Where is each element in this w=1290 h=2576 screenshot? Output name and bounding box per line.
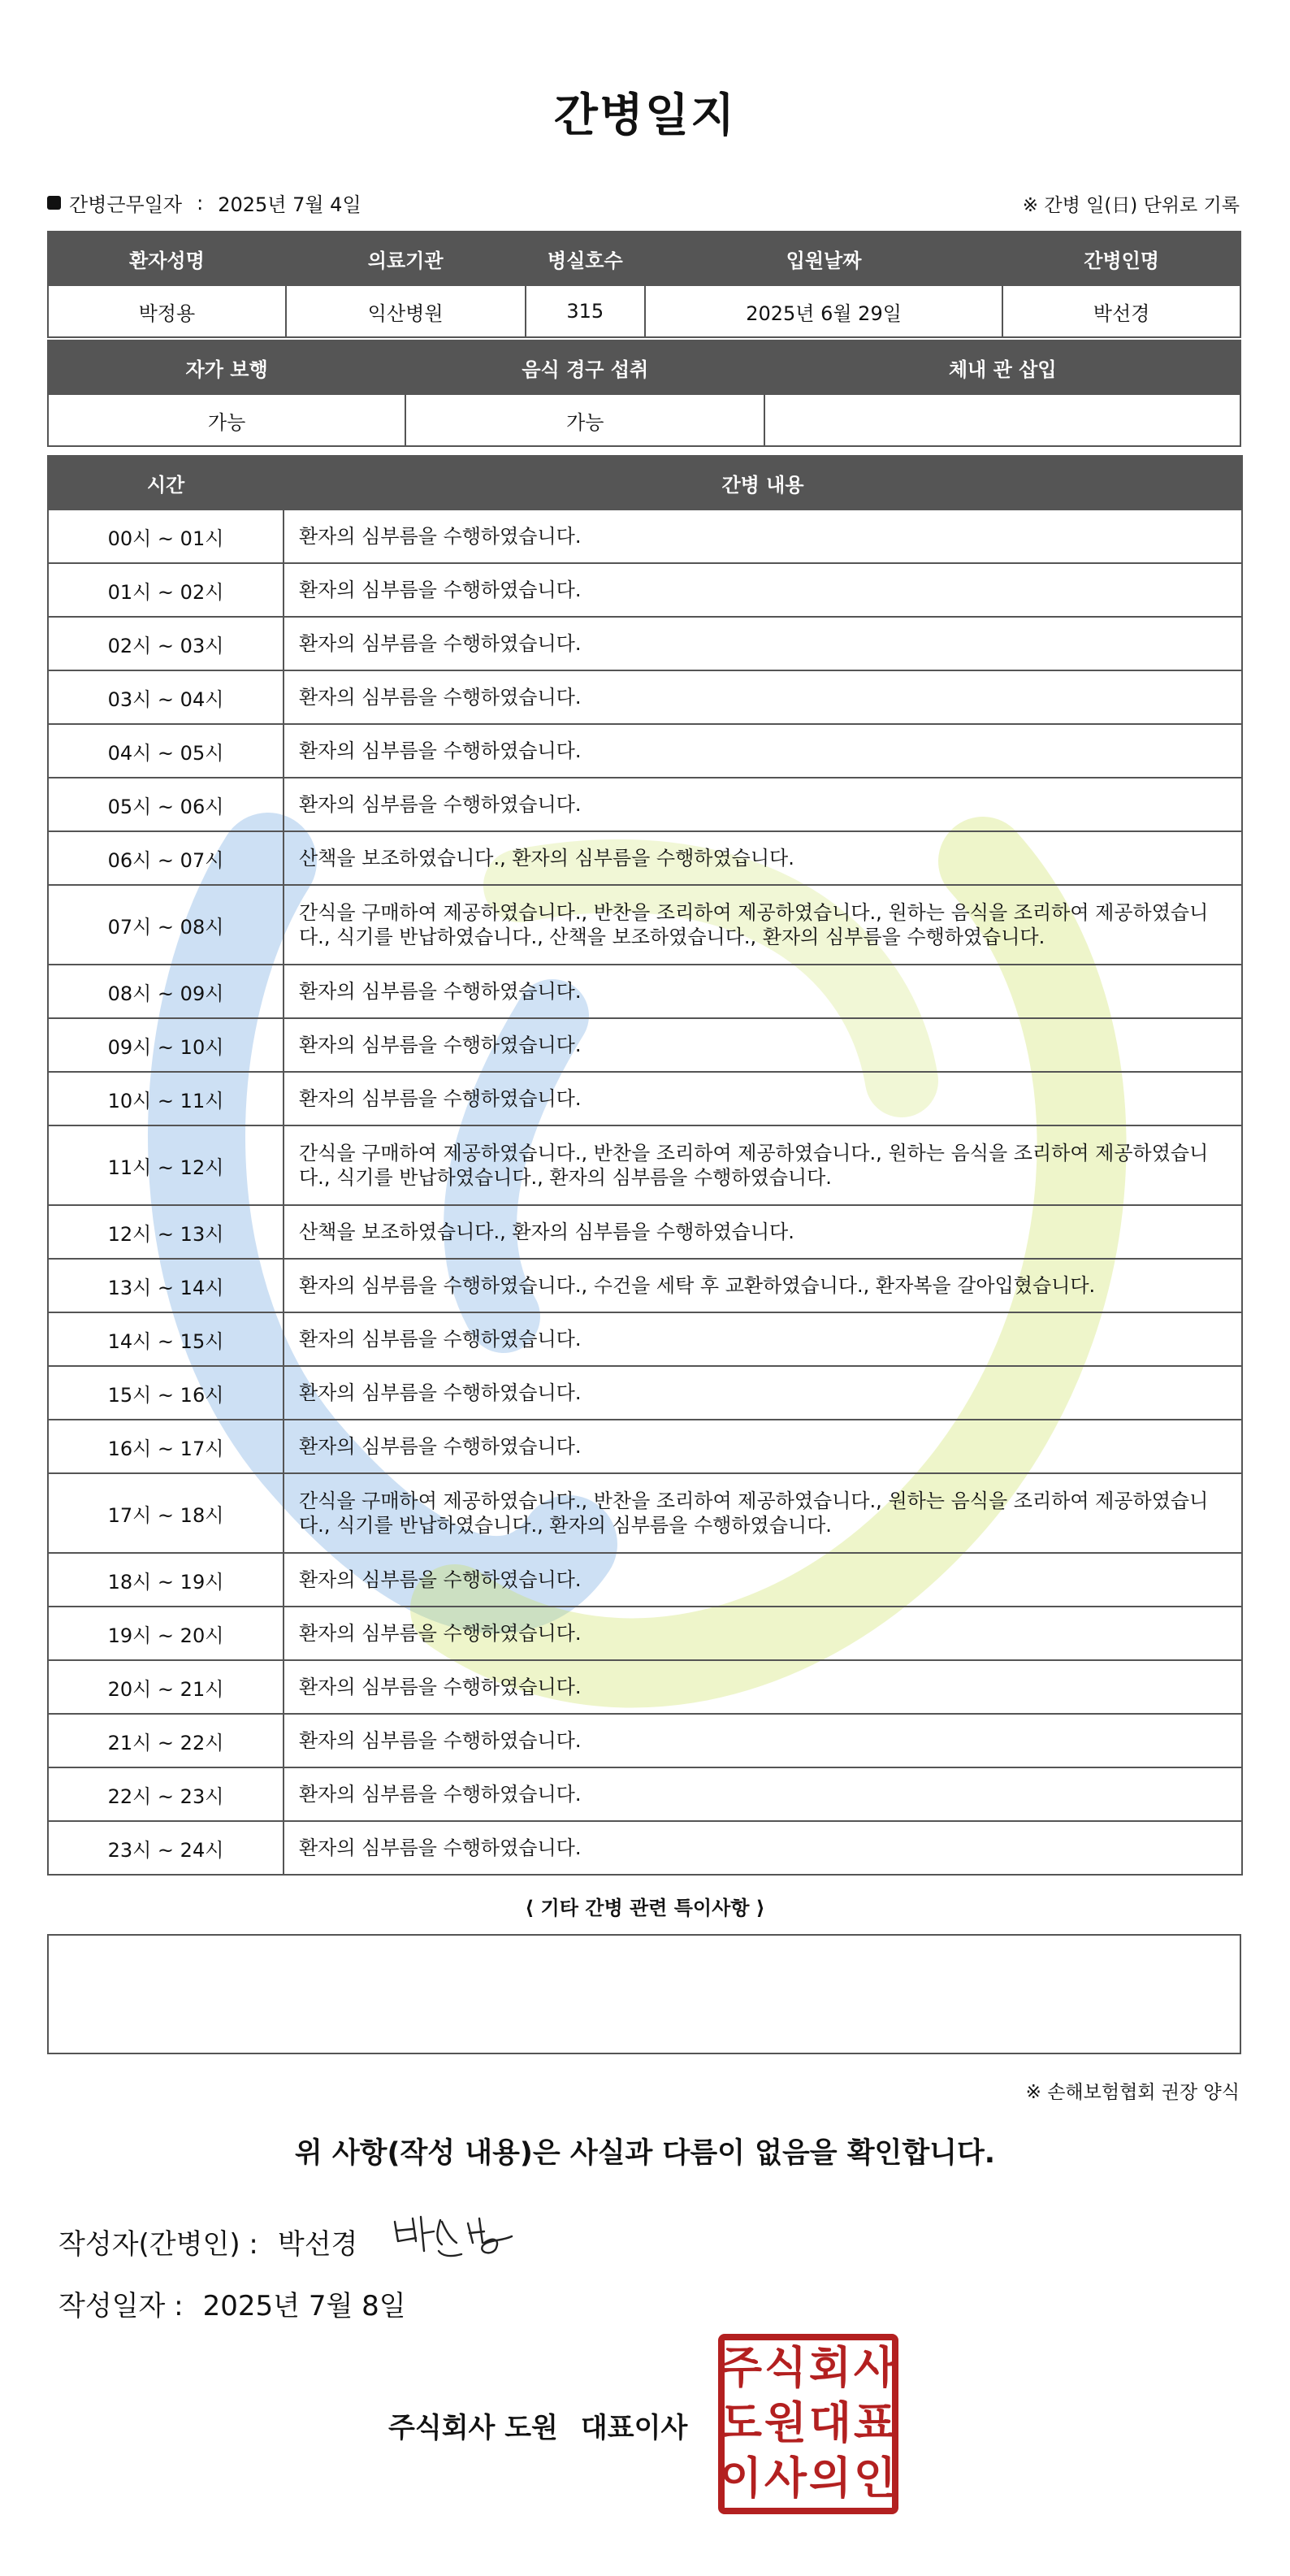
patient-info-table: [47, 231, 1241, 338]
time-cell: 14시 ~ 15시: [48, 1312, 284, 1366]
table-row: [48, 1072, 1242, 1125]
patient-header-row: [48, 232, 1240, 285]
company-representative-title: 대표이사: [580, 2412, 688, 2444]
company-signature-line: [388, 2405, 687, 2445]
work-date: [47, 189, 361, 217]
table-row: [48, 1366, 1242, 1420]
care-note-cell: 환자의 심부름을 수행하였습니다.: [284, 1714, 1242, 1767]
patient-value-row: [48, 285, 1240, 337]
time-cell: 06시 ~ 07시: [48, 831, 284, 885]
table-row: [48, 724, 1242, 778]
seal-glyph: 원: [764, 2397, 807, 2448]
time-cell: 23시 ~ 24시: [48, 1821, 284, 1875]
care-log-table: [47, 455, 1243, 1876]
time-cell: 11시 ~ 12시: [48, 1125, 284, 1205]
table-row: [48, 1125, 1242, 1205]
care-note-cell: 환자의 심부름을 수행하였습니다.: [284, 778, 1242, 831]
time-cell: 20시 ~ 21시: [48, 1660, 284, 1714]
written-date-line: [58, 2283, 406, 2323]
caregiver-name: 박선경: [1002, 285, 1240, 337]
time-cell: 03시 ~ 04시: [48, 670, 284, 724]
seal-glyph: 의: [808, 2452, 852, 2504]
care-note-cell: 산책을 보조하였습니다., 환자의 심부름을 수행하였습니다.: [284, 831, 1242, 885]
care-note-cell: 간식을 구매하여 제공하였습니다., 반찬을 조리하여 제공하였습니다., 원하는 음식을 조리하여 제공하였습니다., 식기를 반납하였습니다., 환자의 심부름을 수행하였습니다.: [284, 1125, 1242, 1205]
seal-glyph: 대: [808, 2397, 852, 2448]
admission-date: 2025년 6월 29일: [645, 285, 1002, 337]
header-hospital: 의료기관: [286, 232, 526, 285]
time-cell: 12시 ~ 13시: [48, 1205, 284, 1259]
work-date-value: 2025년 7월 4일: [218, 193, 361, 216]
time-cell: 19시 ~ 20시: [48, 1607, 284, 1660]
table-row: [48, 778, 1242, 831]
time-cell: 02시 ~ 03시: [48, 617, 284, 670]
company-seal-stamp: [716, 2332, 900, 2516]
seal-glyph: 회: [808, 2342, 852, 2393]
table-row: [48, 831, 1242, 885]
work-date-label: 간병근무일자: [69, 193, 183, 216]
oral-intake-value: 가능: [405, 394, 764, 446]
table-row: [48, 1607, 1242, 1660]
header-room-number: 병실호수: [526, 232, 645, 285]
time-cell: 21시 ~ 22시: [48, 1714, 284, 1767]
care-note-cell: 간식을 구매하여 제공하였습니다., 반찬을 조리하여 제공하였습니다., 원하는 음식을 조리하여 제공하였습니다., 식기를 반납하였습니다., 환자의 심부름을 수행하였습니다.: [284, 1473, 1242, 1553]
table-row: [48, 510, 1242, 563]
seal-glyph: 사: [853, 2342, 897, 2393]
tube-insertion-value: [764, 394, 1240, 446]
care-note-cell: 산책을 보조하였습니다., 환자의 심부름을 수행하였습니다.: [284, 1205, 1242, 1259]
table-row: [48, 1205, 1242, 1259]
seal-glyph: 주: [719, 2342, 763, 2393]
header-care-content: 간병 내용: [284, 456, 1242, 510]
care-note-cell: 환자의 심부름을 수행하였습니다.: [284, 724, 1242, 778]
care-note-cell: 환자의 심부름을 수행하였습니다.: [284, 1821, 1242, 1875]
room-number: 315: [526, 285, 645, 337]
table-row: [48, 965, 1242, 1018]
status-header-row: [48, 340, 1240, 394]
self-walking-value: 가능: [48, 394, 405, 446]
table-row: [48, 1553, 1242, 1607]
form-source-note: ※ 손해보험협회 권장 양식: [1025, 2082, 1240, 2103]
confirmation-statement: 위 사항(작성 내용)은 사실과 다름이 없음을 확인합니다.: [294, 2137, 996, 2170]
time-cell: 10시 ~ 11시: [48, 1072, 284, 1125]
care-note-cell: 환자의 심부름을 수행하였습니다.: [284, 617, 1242, 670]
time-cell: 09시 ~ 10시: [48, 1018, 284, 1072]
header-self-walking: 자가 보행: [48, 340, 405, 394]
time-cell: 01시 ~ 02시: [48, 563, 284, 617]
table-row: [48, 670, 1242, 724]
daily-record-note: ※ 간병 일(日) 단위로 기록: [1022, 195, 1240, 216]
writer-line: [58, 2222, 357, 2262]
seal-glyph: 인: [853, 2452, 897, 2504]
time-cell: 18시 ~ 19시: [48, 1553, 284, 1607]
table-row: [48, 1660, 1242, 1714]
square-bullet-icon: [47, 196, 61, 210]
time-cell: 04시 ~ 05시: [48, 724, 284, 778]
time-cell: 07시 ~ 08시: [48, 885, 284, 965]
company-name: 주식회사 도원: [388, 2412, 558, 2444]
care-note-cell: 환자의 심부름을 수행하였습니다.: [284, 1607, 1242, 1660]
writer-label: 작성자(간병인) :: [58, 2228, 258, 2261]
care-note-cell: 환자의 심부름을 수행하였습니다.: [284, 965, 1242, 1018]
care-note-cell: 환자의 심부름을 수행하였습니다.: [284, 1553, 1242, 1607]
header-admission-date: 입원날짜: [645, 232, 1002, 285]
table-row: [48, 617, 1242, 670]
seal-glyph: 도: [719, 2397, 763, 2448]
time-cell: 13시 ~ 14시: [48, 1259, 284, 1312]
seal-glyph: 표: [853, 2397, 897, 2448]
care-note-cell: 환자의 심부름을 수행하였습니다.: [284, 1660, 1242, 1714]
care-note-cell: 환자의 심부름을 수행하였습니다.: [284, 563, 1242, 617]
writer-name: 박선경: [277, 2228, 358, 2261]
header-caregiver-name: 간병인명: [1002, 232, 1240, 285]
time-cell: 15시 ~ 16시: [48, 1366, 284, 1420]
time-cell: 08시 ~ 09시: [48, 965, 284, 1018]
table-row: [48, 1259, 1242, 1312]
table-row: [48, 1420, 1242, 1473]
work-date-separator: :: [197, 191, 204, 215]
remarks-box: [47, 1934, 1241, 2054]
table-row: [48, 1714, 1242, 1767]
seal-glyph: 이: [719, 2452, 763, 2504]
table-row: [48, 1312, 1242, 1366]
care-note-cell: 환자의 심부름을 수행하였습니다.: [284, 1018, 1242, 1072]
seal-glyph: 사: [764, 2452, 807, 2504]
care-note-cell: 환자의 심부름을 수행하였습니다.: [284, 1072, 1242, 1125]
header-oral-intake: 음식 경구 섭취: [405, 340, 764, 394]
time-cell: 05시 ~ 06시: [48, 778, 284, 831]
time-cell: 16시 ~ 17시: [48, 1420, 284, 1473]
care-note-cell: 환자의 심부름을 수행하였습니다.: [284, 1366, 1242, 1420]
care-note-cell: 간식을 구매하여 제공하였습니다., 반찬을 조리하여 제공하였습니다., 원하는 음식을 조리하여 제공하였습니다., 식기를 반납하였습니다., 산책을 보조하였습니다., 환자의 심부름을 수행하였습니다.: [284, 885, 1242, 965]
time-cell: 22시 ~ 23시: [48, 1767, 284, 1821]
patient-status-table: [47, 340, 1241, 447]
table-row: [48, 1473, 1242, 1553]
care-note-cell: 환자의 심부름을 수행하였습니다.: [284, 1767, 1242, 1821]
remarks-title: ⟨ 기타 간병 관련 특이사항 ⟩: [525, 1897, 765, 1919]
page-title: 간병일지: [553, 89, 737, 142]
written-date-value: 2025년 7월 8일: [202, 2290, 406, 2322]
header-time: 시간: [48, 456, 284, 510]
time-cell: 00시 ~ 01시: [48, 510, 284, 563]
patient-name: 박정용: [48, 285, 286, 337]
table-row: [48, 1821, 1242, 1875]
written-date-label: 작성일자 :: [58, 2290, 184, 2322]
hospital-name: 익산병원: [286, 285, 526, 337]
time-cell: 17시 ~ 18시: [48, 1473, 284, 1553]
header-tube-insertion: 체내 관 삽입: [764, 340, 1240, 394]
care-note-cell: 환자의 심부름을 수행하였습니다.: [284, 1312, 1242, 1366]
table-row: [48, 1767, 1242, 1821]
header-patient-name: 환자성명: [48, 232, 286, 285]
log-header-row: [48, 456, 1242, 510]
table-row: [48, 885, 1242, 965]
care-note-cell: 환자의 심부름을 수행하였습니다.: [284, 510, 1242, 563]
table-row: [48, 563, 1242, 617]
care-note-cell: 환자의 심부름을 수행하였습니다.: [284, 1420, 1242, 1473]
care-note-cell: 환자의 심부름을 수행하였습니다.: [284, 670, 1242, 724]
table-row: [48, 1018, 1242, 1072]
seal-glyph: 식: [764, 2342, 807, 2393]
handwritten-signature: [388, 2204, 526, 2269]
status-value-row: [48, 394, 1240, 446]
care-note-cell: 환자의 심부름을 수행하였습니다., 수건을 세탁 후 교환하였습니다., 환자복을 갈아입혔습니다.: [284, 1259, 1242, 1312]
